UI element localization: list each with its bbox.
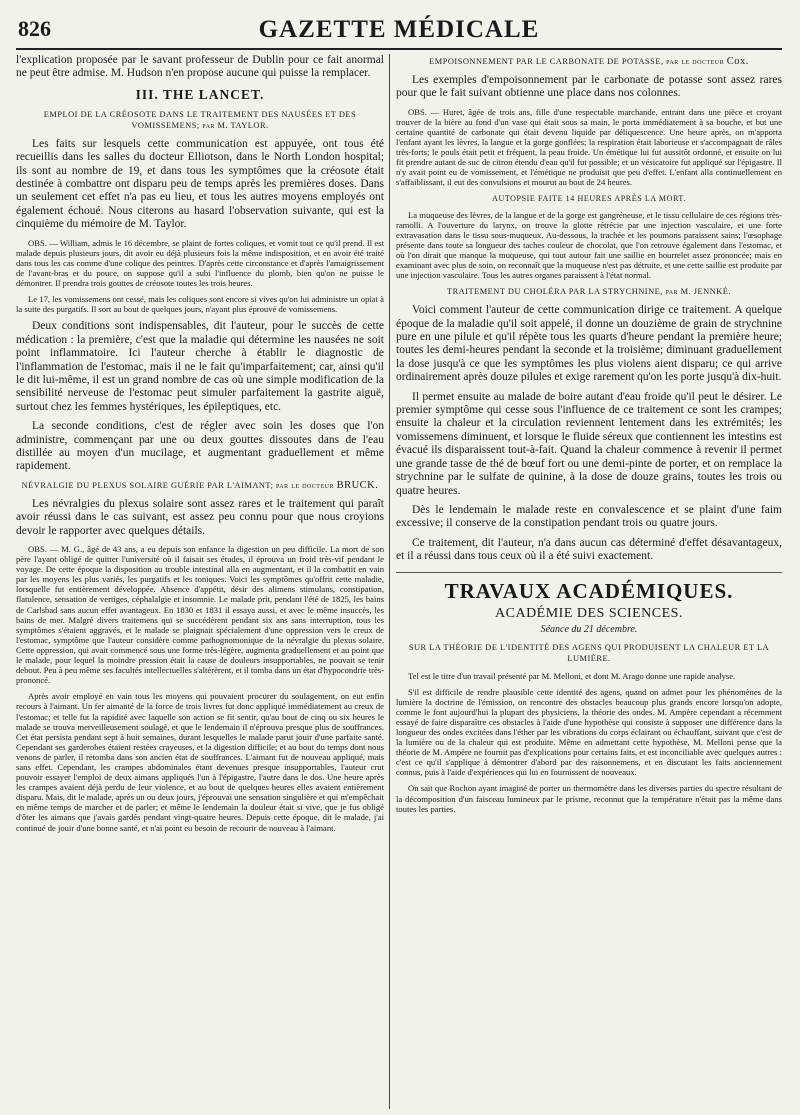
article-title: TRAITEMENT DU CHOLÉRA PAR LA STRYCHNINE, par M. JENNKÉ. [446,287,732,297]
journal-title: GAZETTE MÉDICALE [258,16,540,43]
observation: Le 17, les vomissemens ont cessé, mais les coliques sont encore si vives qu'on lui administre un opiat à la suite des purgatifs. Il sort au bout de quelques jours, n'ayant plus éprouvé de vomissemens. [16,294,384,315]
observation: OBS. — William, admis le 16 décembre, se plaint de fortes coliques, et vomit tout ce qu'il prend. Il est malade depuis plusieurs jours, dit avoir eu déjà plusieurs fois la même indisposition, et en avoir été traité dans tous les cas comme d'une colique des peintres. D'après cette circonstance et d'après l'amaigrissement de l'avant-bras et du pouce, on suppose qu'il a subi l'influence du plomb, bien qu'on ne puisse le démontrer. Il prendra trois gouttes de créosote toutes les trois heures. [16,237,384,289]
separator-rule [396,572,782,573]
column-divider [389,54,390,1109]
observation: Après avoir employé en vain tous les moyens qui pouvaient procurer du soulagement, on eut enfin recours à l'aimant. Un fer aimanté de la force de trois livres fut donc appliqué immédiatement au creux de l'estomac; et telle fut la rapidité avec laquelle son action se fit sentir, qu'au bout de cinq ou six heures le malade se trouva merveilleusement soulagé, et que le lendemain il n'éprouva presque plus de souffrances. Cet état persista pendant sept à huit semaines, durant lesquelles le malade parut jouir d'une parfaite santé. Cependant ses garderobes étaient restées crayeuses, et la digestion difficile; et au bout du temps dont nous venons de parler, il retomba dans son ancien état de souffrances. L'aimant fut de nouveau appliqué, mais sans effet. Cependant, les crampes abdominales étant devenues presque insupportables, l'auteur crut pouvoir essayer l'emploi de deux aimans appliqués l'un à l'épigastre, l'autre dans le dos. Une heure après les crampes avaient déjà perdu de leur violence, et au bout de quelques heures elles avaient entièrement disparu. Mais, dit le malade, après un ou deux jours, j'éprouvai une sensation singulière et qui m'empêchait en même temps de marcher et de parler; et même le lendemain la douleur était si vive, que je fus obligé d'ôter les aimans que j'avais gardés pendant vingt-quatre heures. Depuis cette époque, dit le malade, j'ai continué de jouir d'une bonne santé, et n'ai point eu besoin de recourir de nouveau à l'aimant. [16,691,384,833]
paragraph: On sait que Rochon ayant imaginé de porter un thermomètre dans les diverses parties du spectre résultant de la décomposition d'un faisceau lumineux par le prisme, reconnut que la température n'était pas la même dans toutes les parties. [396,783,782,814]
paragraph: S'il est difficile de rendre plausible cette identité des agens, quand on admet pour les phénomènes de la lumière la doctrine de l'émission, on rencontre des obstacles beaucoup plus grands encore lorsqu'on adopte, comme le font aujourd'hui la plupart des physiciens, la théorie des ondes. M. Ampère cependant a récemment essayé de faire disparaître ces obstacles à l'aide d'une hypothèse qui consiste à supposer une différence dans la longueur des ondes excitées dans l'éther par les vibrations du corps éclairant ou échauffant, suivant que c'est de la lumière ou de la chaleur qui est produite. Même en admettant cette hypothèse, M. Melloni pense que la théorie de M. Ampère ne fournit pas d'explications pour certains faits, et est inconciliable avec quelques autres : c'est ce qu'il s'applique à démontrer d'abord par des raisonnemens, et en discutant les faits anciennement connus, puis à l'aide d'expériences qui lui en fournissent de nouveaux. [396,686,782,778]
paragraph: Il permet ensuite au malade de boire autant d'eau froide qu'il peut le désirer. Le premier symptôme qui cesse sous l'influence de ce traitement ce sont les crampes; ensuite la chaleur et la circulation reviennent lentement dans les extrémités; les vomissemens diminuent, et lorsque le fluide séreux que contiennent les intestins est évacué ils disparaissent tout-à-fait. Quand la chaleur commence à revenir il permet une grande tasse de thé de bœuf fort ou une demi-pinte de porter, et on remplace la strychnine par le sulfate de quinine, à la dose de douze grains, toutes les trois ou quatre heures. [396,390,782,497]
paragraph: Les névralgies du plexus solaire sont assez rares et le traitement qui paraît avoir réussi dans le cas suivant, est assez peu connu pour que nous croyions devoir le rapporter avec quelques détails. [16,497,384,537]
article-author: BRUCK. [336,479,379,491]
observation: OBS. — M. G., âgé de 43 ans, a eu depuis son enfance la digestion un peu difficile. La mort de son père l'ayant obligé de quitter l'université où il faisait ses études, il éprouva un froid très-vif pendant le voyage. De cette époque la disposition au trouble intestinal alla en augmentant, et il la combattit en vain par les moyens les plus variés, les purgatifs et les toniques. Voici les symptômes qu'offrit cette maladie, lorsquelle fut entièrement développée. Absence d'appétit, désir des alimens stimulans, constipation, flatulence, sensation de vertiges, céphalalgie et insomnie. Le malade prit, pendant l'été de 1825, les bains de Carlsbad sans aucun effet avantageux. En 1830 et 1831 il essaya aussi, et avec le même insuccès, les bains de mer. Malgré divers traitemens qui se succédèrent pendant six ans sans interruption, tous les symptômes s'étaient aggravés, et le malade se plaignait spécialement d'une oppression vers le creux de l'estomac, symptôme que l'auteur considère comme pathognomonique de la névralgie du plexus solaire. Cette oppression, qui avait commencé sous une forme très-légère, augmenta graduellement et au point que le malade, pour lequel la moindre pression était la cause de douleurs insupportables, ne pouvait se tenir debout. Peu à peu même ses facultés intellectuelles s'altérèrent, et il tomba dans un état d'hypocondrie très-prononcé. [16,544,384,686]
paragraph: Les faits sur lesquels cette communication est appuyée, ont tous été recueillis dans les salles du docteur Elliotson, dans le North London hospital; ils sont au nombre de 19, et dans tous les symptômes que la créosote était destinée à combattre ont disparu peu de temps après les premières doses. Dans un seulement cet effet n'a pas eu lieu, et tous les autres moyens employés ont également échoué. Nous citerons au hasard l'observation suivante, qui est la cinquième du mémoire de M. Taylor. [16,137,384,231]
paragraph: l'explication proposée par le savant professeur de Dublin pour ce fait anormal ne peut être admise. M. Hudson n'en propose aucune qui puisse la remplacer. [16,54,384,80]
section-title: TRAVAUX ACADÉMIQUES. [444,578,734,603]
left-column [16,54,384,1109]
paragraph: Ce traitement, dit l'auteur, n'a dans aucun cas déterminé d'effet désavantageux, et il a réussi dans tous ceux où il a été suivi exactement. [396,536,782,563]
article-title-text: EMPOISONNEMENT PAR LE CARBONATE DE POTASSE, par le docteur [429,57,725,66]
paragraph: Voici comment l'auteur de cette communication dirige ce traitement. A quelque époque de la maladie qu'il soit appelé, il donne un douzième de grain de strychnine pure en une pilule et qu'il répète tous les quarts d'heure pendant la première heure; toutes les demi-heures pendant la seconde et la troisième; diminuant graduellement la dose jusqu'à ce que les symptômes les plus violens aient disparu; ce qui arrive ordinairement après douze pilules et exige rarement qu'on les porte jusqu'à dix-huit. [396,304,782,384]
page-number: 826 [18,16,51,41]
article-title [16,480,384,491]
paragraph: Tel est le titre d'un travail présenté par M. Melloni, et dont M. Arago donne une rapide analyse. [408,670,736,681]
section-heading: III. THE LANCET. [135,86,265,102]
columns [16,54,782,1109]
article-title-text: NÉVRALGIE DU PLEXUS SOLAIRE GUÉRIE PAR L'AIMANT; par le docteur [21,480,334,490]
academy-heading: ACADÉMIE DES SCIENCES. [495,605,683,621]
article-title: SUR LA THÉORIE DE L'IDENTITÉ DES AGENS QUI PRODUISENT LA CHALEUR ET LA LUMIÈRE. [408,642,770,663]
paragraph: Les exemples d'empoisonnement par le carbonate de potasse sont assez rares pour que le fait suivant obtienne une place dans nos colonnes. [396,74,782,100]
article-title [396,56,782,67]
paragraph: Deux conditions sont indispensables, dit l'auteur, pour le succès de cette médication : la première, c'est que la maladie qui détermine les nausées ne soit point inflammatoire. Ici l'auteur cherche à établir le diagnostic de l'inflammation de l'estomac, mais il ne le fait qu'imparfaitement; car, ainsi qu'il le dit lui-même, il est un grand nombre de cas où une simple modification de la sensibilité nerveuse de l'estomac peut simuler parfaitement la gastrite aiguë, surtout chez les femmes hystériques, les épileptiques, etc. [16,320,384,413]
paragraph: La muqueuse des lèvres, de la langue et de la gorge est gangréneuse, et le tissu cellulaire de ces régions très-ramolli. A l'ouverture du larynx, on trouve la glotte rétrécie par une injection vasculaire, et une forte extravasation dans le tissu sous-muqueux. Au-dessous, la trachée et les poumons paraissent sains; l'œsophage présente dans toute sa longueur des taches couleur de chocolat, que l'on retrouve également dans l'estomac, et où l'on dirait que manque la muqueuse, qui tout autour fait une saillie en bourrelet assez prononcée; mais en examinant avec plus de soin, on reconnaît que la muqueuse n'est pas détruite, et une cette saillie est produite par une injection vasculaire. Tous les autres organes paraissent à l'état normal. [396,209,782,281]
article-author: Cox. [726,56,749,67]
masthead [16,14,782,50]
subheading: AUTOPSIE FAITE 14 HEURES APRÈS LA MORT. [492,193,686,203]
paragraph: Dès le lendemain le malade reste en convalescence et se plaint d'une faim excessive; il conserve de la constipation pendant trois ou quatre jours. [396,503,782,530]
paragraph: La seconde conditions, c'est de régler avec soin les doses que l'on administre, commençant par une ou deux gouttes dissoutes dans de l'eau distillée au moyen d'un mucilage, et augmentant graduellement et même rapidement. [16,420,384,473]
session-date: Séance du 21 décembre. [540,623,638,635]
right-column [396,54,782,1109]
article-title: EMPLOI DE LA CRÉOSOTE DANS LE TRAITEMENT DES NAUSÉES ET DES VOMISSEMENS; par M. TAYLOR. [43,109,357,130]
observation: OBS. — Huret, âgée de trois ans, fille d'une respectable marchande, entrant dans une pièce et croyant trouver de la bière au fond d'un vase qui était sous sa main, le porta immédiatement à sa bouche, et but une certaine quantité de carbonate qui était devenu liquide par déliquescence. Une heure après, on m'apporta l'enfant ayant les lèvres, la langue et la gorge gonflées; la respiration était laborieuse et s'accompagnait de râles très-forts; le pouls était petit et fréquent, la peau froide. Un émétique lui fut aussitôt ordonné, et ensuite on lui fit prendre autant de suc de citron étendu d'eau qu'il fut possible; et un vésicatoire fut appliqué sur l'épigastre. Il n'y avait point eu de vomissement, et l'émétique ne produisit que peu d'effet. L'enfant alla continuellement en s'affaiblissant, il eut des convulsions et mourut au bout de 24 heures. [396,106,782,188]
